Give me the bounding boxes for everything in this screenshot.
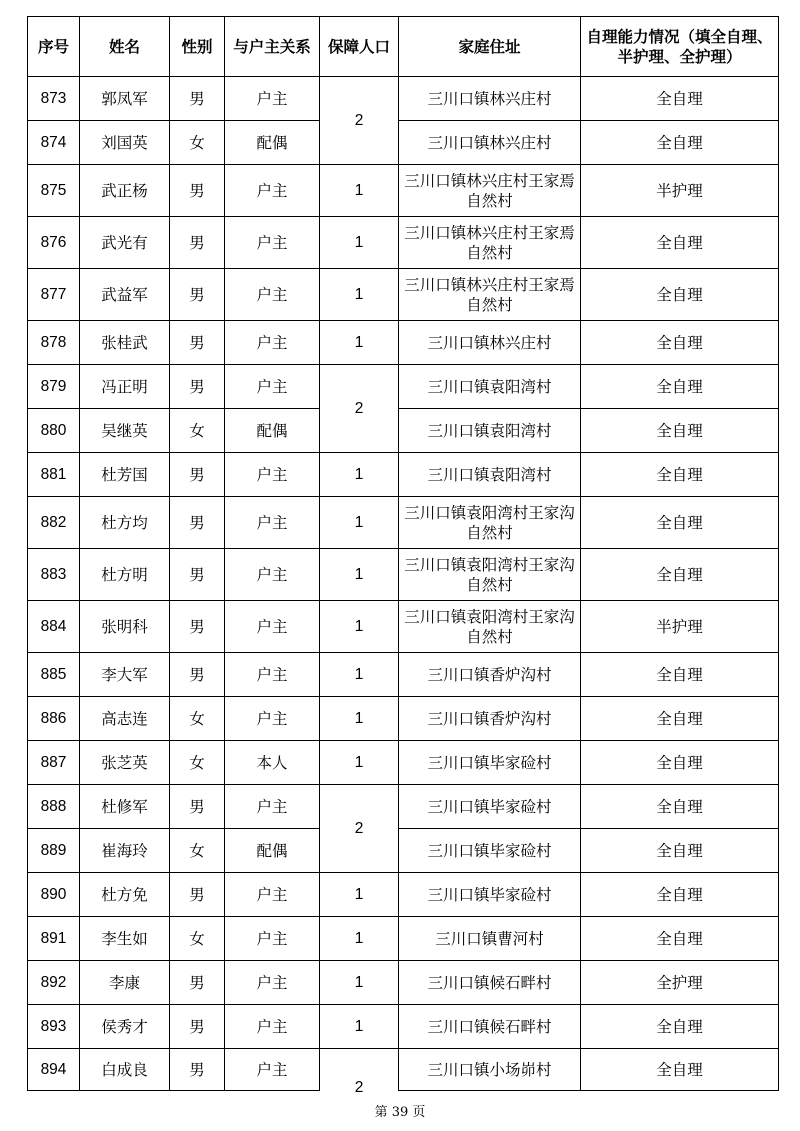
cell-population: 1: [320, 321, 399, 365]
cell-selfcare: 全自理: [581, 365, 779, 409]
cell-gender: 男: [170, 653, 225, 697]
cell-population: 2: [320, 785, 399, 873]
cell-gender: 男: [170, 1005, 225, 1049]
cell-gender: 男: [170, 601, 225, 653]
table-row: [28, 165, 779, 217]
cell-name: 武益军: [80, 269, 170, 321]
table-row: [28, 873, 779, 917]
cell-address: 三川口镇林兴庄村王家焉自然村: [399, 217, 581, 269]
cell-population: 1: [320, 961, 399, 1005]
header-relation: 与户主关系: [225, 17, 320, 77]
cell-address: 三川口镇林兴庄村: [399, 121, 581, 165]
cell-gender: 女: [170, 829, 225, 873]
cell-name: 杜方明: [80, 549, 170, 601]
cell-gender: 男: [170, 217, 225, 269]
cell-seq: 876: [28, 217, 80, 269]
cell-population: 1: [320, 453, 399, 497]
table-row: [28, 697, 779, 741]
cell-address: 三川口镇小场峁村: [399, 1049, 581, 1091]
cell-seq: 891: [28, 917, 80, 961]
cell-relation: 户主: [225, 653, 320, 697]
cell-seq: 873: [28, 77, 80, 121]
cell-name: 李生如: [80, 917, 170, 961]
cell-selfcare: 全自理: [581, 741, 779, 785]
table-row: [28, 121, 779, 165]
cell-seq: 884: [28, 601, 80, 653]
cell-gender: 男: [170, 77, 225, 121]
cell-population: 1: [320, 217, 399, 269]
table-row: [28, 741, 779, 785]
cell-population: 1: [320, 549, 399, 601]
table-row: [28, 409, 779, 453]
cell-seq: 887: [28, 741, 80, 785]
cell-gender: 男: [170, 785, 225, 829]
header-population: 保障人口: [320, 17, 399, 77]
table-row: [28, 961, 779, 1005]
cell-relation: 户主: [225, 321, 320, 365]
cell-selfcare: 全自理: [581, 697, 779, 741]
cell-gender: 男: [170, 961, 225, 1005]
cell-address: 三川口镇候石畔村: [399, 1005, 581, 1049]
cell-seq: 889: [28, 829, 80, 873]
cell-relation: 户主: [225, 1049, 320, 1091]
table-row: [28, 365, 779, 409]
cell-address: 三川口镇袁阳湾村: [399, 453, 581, 497]
cell-relation: 户主: [225, 549, 320, 601]
beneficiary-table: [27, 16, 779, 1096]
cell-gender: 男: [170, 549, 225, 601]
cell-relation: 户主: [225, 785, 320, 829]
table-row: [28, 453, 779, 497]
cell-seq: 875: [28, 165, 80, 217]
cell-gender: 男: [170, 165, 225, 217]
cell-address: 三川口镇毕家硷村: [399, 829, 581, 873]
cell-address: 三川口镇袁阳湾村: [399, 365, 581, 409]
cell-name: 崔海玲: [80, 829, 170, 873]
cell-population: 1: [320, 1005, 399, 1049]
table-header-row: [28, 17, 779, 77]
cell-selfcare: 全自理: [581, 1049, 779, 1091]
cell-relation: 户主: [225, 453, 320, 497]
cell-gender: 男: [170, 269, 225, 321]
cell-relation: 户主: [225, 601, 320, 653]
population-value-cut: 2: [354, 1079, 364, 1096]
cell-selfcare: 全护理: [581, 961, 779, 1005]
cell-relation: 配偶: [225, 121, 320, 165]
cell-seq: 880: [28, 409, 80, 453]
cell-name: 杜修军: [80, 785, 170, 829]
cell-selfcare: 全自理: [581, 321, 779, 365]
cell-address: 三川口镇袁阳湾村王家沟自然村: [399, 549, 581, 601]
cell-seq: 886: [28, 697, 80, 741]
table-row: [28, 549, 779, 601]
cell-seq: 883: [28, 549, 80, 601]
cell-name: 张桂武: [80, 321, 170, 365]
cell-population: 1: [320, 269, 399, 321]
cell-name: 侯秀才: [80, 1005, 170, 1049]
cell-address: 三川口镇袁阳湾村: [399, 409, 581, 453]
cell-gender: 男: [170, 453, 225, 497]
cell-selfcare: 半护理: [581, 601, 779, 653]
cell-name: 刘国英: [80, 121, 170, 165]
cell-name: 张明科: [80, 601, 170, 653]
cell-address: 三川口镇候石畔村: [399, 961, 581, 1005]
cell-population: [320, 1049, 399, 1096]
cell-address: 三川口镇林兴庄村: [399, 77, 581, 121]
cell-gender: 男: [170, 873, 225, 917]
header-address: 家庭住址: [399, 17, 581, 77]
cell-name: 杜芳国: [80, 453, 170, 497]
cell-seq: 878: [28, 321, 80, 365]
table-row: [28, 1005, 779, 1049]
cell-population: 1: [320, 697, 399, 741]
cell-population: 2: [320, 365, 399, 453]
cell-relation: 配偶: [225, 829, 320, 873]
cell-seq: 893: [28, 1005, 80, 1049]
table-row: [28, 653, 779, 697]
table-row: [28, 601, 779, 653]
cell-address: 三川口镇林兴庄村: [399, 321, 581, 365]
cell-selfcare: 半护理: [581, 165, 779, 217]
page-number: 第 39 页: [374, 1105, 426, 1120]
cell-seq: 894: [28, 1049, 80, 1091]
cell-name: 武正杨: [80, 165, 170, 217]
header-seq: 序号: [28, 17, 80, 77]
cell-relation: 户主: [225, 77, 320, 121]
cell-seq: 881: [28, 453, 80, 497]
header-gender: 性别: [170, 17, 225, 77]
cell-name: 郭凤军: [80, 77, 170, 121]
cell-address: 三川口镇毕家硷村: [399, 785, 581, 829]
cell-name: 冯正明: [80, 365, 170, 409]
cell-selfcare: 全自理: [581, 829, 779, 873]
cell-gender: 男: [170, 497, 225, 549]
cell-relation: 户主: [225, 961, 320, 1005]
cell-relation: 配偶: [225, 409, 320, 453]
cell-address: 三川口镇袁阳湾村王家沟自然村: [399, 601, 581, 653]
cell-address: 三川口镇曹河村: [399, 917, 581, 961]
cell-address: 三川口镇毕家硷村: [399, 741, 581, 785]
table-row: [28, 917, 779, 961]
cell-relation: 户主: [225, 217, 320, 269]
cell-name: 李大军: [80, 653, 170, 697]
cell-population: 2: [320, 77, 399, 165]
header-selfcare: 自理能力情况（填全自理、半护理、全护理）: [581, 17, 779, 77]
table-row: [28, 269, 779, 321]
cell-selfcare: 全自理: [581, 453, 779, 497]
cell-seq: 892: [28, 961, 80, 1005]
cell-gender: 女: [170, 697, 225, 741]
cell-selfcare: 全自理: [581, 549, 779, 601]
table-row: [28, 321, 779, 365]
cell-name: 杜方均: [80, 497, 170, 549]
cell-name: 李康: [80, 961, 170, 1005]
table-row: [28, 77, 779, 121]
cell-relation: 户主: [225, 917, 320, 961]
cell-selfcare: 全自理: [581, 77, 779, 121]
cell-gender: 男: [170, 1049, 225, 1091]
cell-relation: 户主: [225, 165, 320, 217]
cell-relation: 户主: [225, 1005, 320, 1049]
cell-selfcare: 全自理: [581, 497, 779, 549]
cell-seq: 874: [28, 121, 80, 165]
table-row: [28, 217, 779, 269]
cell-relation: 本人: [225, 741, 320, 785]
cell-selfcare: 全自理: [581, 217, 779, 269]
cell-selfcare: 全自理: [581, 409, 779, 453]
cell-population: 1: [320, 165, 399, 217]
document-page: [27, 16, 778, 1096]
cell-name: 杜方免: [80, 873, 170, 917]
cell-address: 三川口镇林兴庄村王家焉自然村: [399, 165, 581, 217]
cell-relation: 户主: [225, 497, 320, 549]
cell-selfcare: 全自理: [581, 653, 779, 697]
cell-gender: 女: [170, 741, 225, 785]
cell-relation: 户主: [225, 873, 320, 917]
cell-population: 1: [320, 497, 399, 549]
cell-name: 高志连: [80, 697, 170, 741]
cell-seq: 882: [28, 497, 80, 549]
cell-address: 三川口镇香炉沟村: [399, 653, 581, 697]
table-row: [28, 829, 779, 873]
table-row: [28, 1049, 779, 1091]
cell-relation: 户主: [225, 365, 320, 409]
table-row: [28, 497, 779, 549]
cell-selfcare: 全自理: [581, 873, 779, 917]
cell-gender: 女: [170, 917, 225, 961]
cell-address: 三川口镇袁阳湾村王家沟自然村: [399, 497, 581, 549]
cell-population: 1: [320, 917, 399, 961]
cell-gender: 男: [170, 321, 225, 365]
cell-seq: 879: [28, 365, 80, 409]
cell-seq: 888: [28, 785, 80, 829]
table-row: [28, 785, 779, 829]
cell-address: 三川口镇毕家硷村: [399, 873, 581, 917]
cell-address: 三川口镇香炉沟村: [399, 697, 581, 741]
cell-seq: 885: [28, 653, 80, 697]
cell-name: 张芝英: [80, 741, 170, 785]
cell-population: 1: [320, 873, 399, 917]
cell-population: 1: [320, 653, 399, 697]
cell-selfcare: 全自理: [581, 121, 779, 165]
cell-selfcare: 全自理: [581, 917, 779, 961]
cell-address: 三川口镇林兴庄村王家焉自然村: [399, 269, 581, 321]
cell-seq: 877: [28, 269, 80, 321]
cell-relation: 户主: [225, 697, 320, 741]
cell-gender: 男: [170, 365, 225, 409]
header-name: 姓名: [80, 17, 170, 77]
cell-population: 1: [320, 741, 399, 785]
cell-name: 武光有: [80, 217, 170, 269]
cell-gender: 女: [170, 409, 225, 453]
cell-selfcare: 全自理: [581, 785, 779, 829]
cell-name: 白成良: [80, 1049, 170, 1091]
cell-seq: 890: [28, 873, 80, 917]
cell-gender: 女: [170, 121, 225, 165]
cell-selfcare: 全自理: [581, 269, 779, 321]
cell-population: 1: [320, 601, 399, 653]
cell-name: 吴继英: [80, 409, 170, 453]
cell-relation: 户主: [225, 269, 320, 321]
cell-selfcare: 全自理: [581, 1005, 779, 1049]
